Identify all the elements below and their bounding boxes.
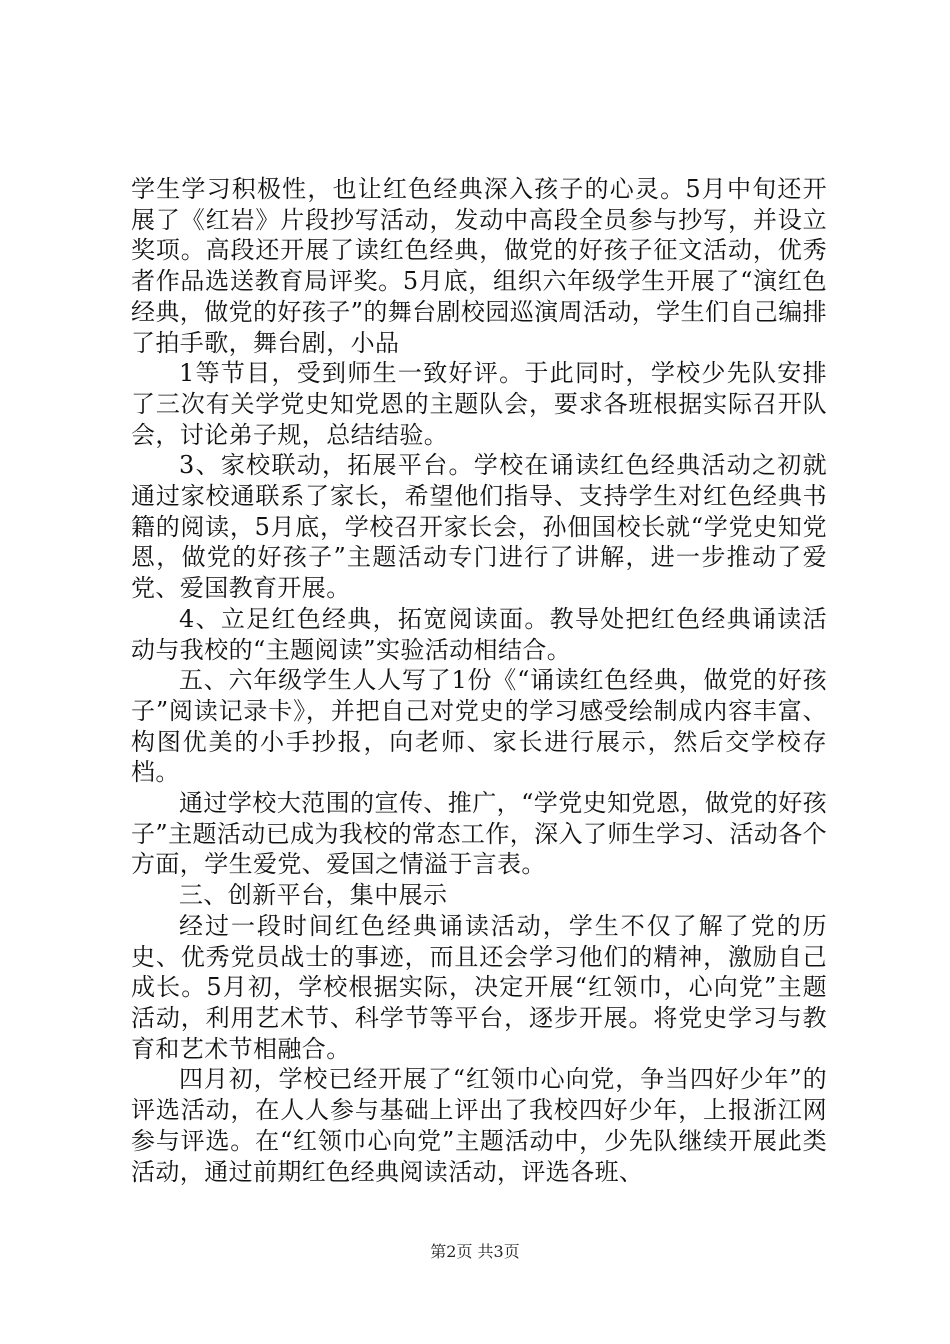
paragraph: 3、家校联动，拓展平台。学校在诵读红色经典活动之初就通过家校通联系了家长，希望他们指导、支持学生对红色经典书籍的阅读，5月底，学校召开家长会，孙佃国校长就“学党史知党恩，做党的好孩子”主题活动专门进行了讲解，进一步推动了爱党、爱国教育开展。 (131, 451, 827, 603)
paragraph: 学生学习积极性，也让红色经典深入孩子的心灵。5月中旬还开展了《红岩》片段抄写活动，发动中高段全员参与抄写，并设立奖项。高段还开展了读红色经典，做党的好孩子征文活动，优秀者作品选送教育局评奖。5月底，组织六年级学生开展了“演红色经典，做党的好孩子”的舞台剧校园巡演周活动，学生们自己编排了拍手歌，舞台剧，小品 (131, 175, 827, 357)
paragraph: 五、六年级学生人人写了1份《“诵读红色经典，做党的好孩子”阅读记录卡》，并把自己对党史的学习感受绘制成内容丰富、构图优美的小手抄报，向老师、家长进行展示，然后交学校存档。 (131, 666, 827, 787)
section-heading: 三、创新平台，集中展示 (179, 881, 448, 910)
paragraph: 四月初，学校已经开展了“红领巾心向党，争当四好少年”的评选活动，在人人参与基础上评出了我校四好少年，上报浙江网参与评选。在“红领巾心向党”主题活动中，少先队继续开展此类活动，通过前期红色经典阅读活动，评选各班、 (131, 1065, 827, 1186)
page-footer: 第2页 共3页 (430, 1242, 520, 1261)
paragraph: 1等节目，受到师生一致好评。于此同时，学校少先队安排了三次有关学党史知党恩的主题队会，要求各班根据实际召开队会，讨论弟子规，总结结验。 (131, 359, 827, 449)
paragraph: 4、立足红色经典，拓宽阅读面。教导处把红色经典诵读活动与我校的“主题阅读”实验活动相结合。 (131, 604, 827, 664)
document-body (131, 174, 827, 1187)
paragraph: 经过一段时间红色经典诵读活动，学生不仅了解了党的历史、优秀党员战士的事迹，而且还会学习他们的精神，激励自己成长。5月初，学校根据实际，决定开展“红领巾，心向党”主题活动，利用艺术节、科学节等平台，逐步开展。将党史学习与教育和艺术节相融合。 (131, 911, 827, 1063)
paragraph: 通过学校大范围的宣传、推广，“学党史知党恩，做党的好孩子”主题活动已成为我校的常态工作，深入了师生学习、活动各个方面，学生爱党、爱国之情溢于言表。 (131, 789, 827, 879)
